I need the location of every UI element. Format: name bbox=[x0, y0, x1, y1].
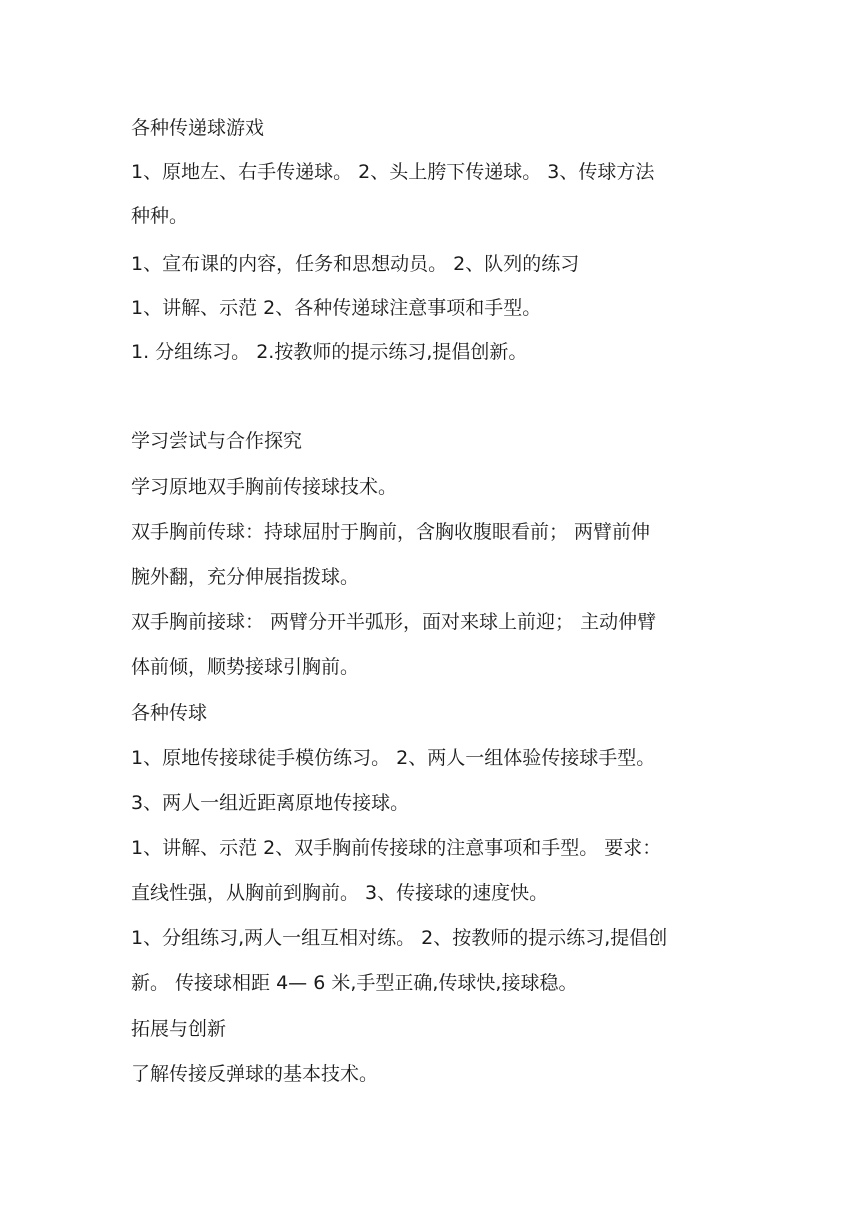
text-line: 新。 传接球相距 4— 6 米,手型正确,传球快,接球稳。 bbox=[131, 972, 578, 994]
text-line: 1、宣布课的内容，任务和思想动员。 2、队列的练习 bbox=[131, 253, 580, 275]
text-line: 了解传接反弹球的基本技术。 bbox=[131, 1063, 379, 1085]
section-heading: 拓展与创新 bbox=[131, 1018, 227, 1040]
text-line: 学习原地双手胸前传接球技术。 bbox=[131, 476, 398, 498]
text-line: 体前倾，顺势接球引胸前。 bbox=[131, 656, 360, 678]
text-line: 种种。 bbox=[131, 205, 189, 227]
text-line: 双手胸前传球：持球屈肘于胸前，含胸收腹眼看前； 两臂前伸 bbox=[131, 521, 651, 543]
text-line: 腕外翻，充分伸展指拨球。 bbox=[131, 566, 360, 588]
text-line: 3、两人一组近距离原地传接球。 bbox=[131, 792, 410, 814]
text-line: 1、讲解、示范 2、双手胸前传接球的注意事项和手型。 要求： bbox=[131, 837, 662, 859]
text-line: 各种传递球游戏 bbox=[131, 117, 265, 139]
section-heading: 学习尝试与合作探究 bbox=[131, 430, 303, 452]
text-line: 双手胸前接球： 两臂分开半弧形，面对来球上前迎； 主动伸臂 bbox=[131, 611, 657, 633]
text-line: 1、原地传接球徒手模仿练习。 2、两人一组体验传接球手型。 bbox=[131, 747, 656, 769]
text-line: 1、原地左、右手传递球。 2、头上胯下传递球。 3、传球方法 bbox=[131, 161, 655, 183]
text-line: 1. 分组练习。 2.按教师的提示练习,提倡创新。 bbox=[131, 341, 528, 363]
text-line: 1、讲解、示范 2、各种传递球注意事项和手型。 bbox=[131, 297, 542, 319]
text-line: 1、分组练习,两人一组互相对练。 2、按教师的提示练习,提倡创 bbox=[131, 927, 668, 949]
text-line: 直线性强，从胸前到胸前。 3、传接球的速度快。 bbox=[131, 882, 549, 904]
section-heading: 各种传球 bbox=[131, 702, 208, 724]
